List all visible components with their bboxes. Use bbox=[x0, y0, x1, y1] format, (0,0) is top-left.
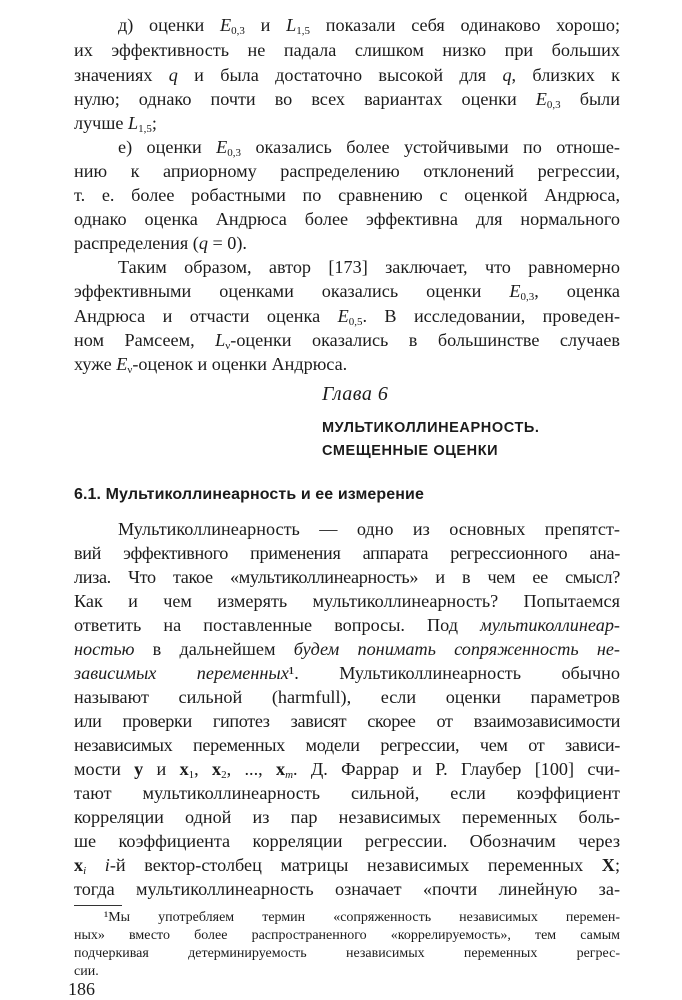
text-line: нию к априорному распределению отклонений регрессии, bbox=[74, 161, 620, 181]
text-line: Как и чем измерять мультиколлинеарность? Попытаемся bbox=[74, 591, 620, 611]
footnote-rule bbox=[74, 905, 122, 906]
text-line: их эффективность не падала слишком низко при больших bbox=[74, 40, 620, 60]
text-line: вий эффективного применения аппарата регрессионного ана- bbox=[74, 543, 620, 563]
text-line: хуже $E_\nu$-оценок и оценки Андрюса. bbox=[74, 354, 348, 376]
footnote-line: сии. bbox=[74, 964, 99, 979]
text-line: мости y и $x_1$, $x_2$, ..., $x_m$. Д. Фаррар и Р. Глаубер [100] счи- bbox=[74, 759, 621, 781]
text-line: ном Рамсеем, $L_\nu$-оценки оказались в большинстве случаев bbox=[74, 330, 621, 352]
text-line: Таким образом, автор [173] заключает, что равномерно bbox=[118, 257, 620, 277]
text-line: лиза. Что такое «мультиколлинеарность» и в чем ее смысл? bbox=[74, 567, 620, 587]
text-line: независимых переменных модели регрессии, чем от зависи- bbox=[74, 735, 620, 755]
text-line: тогда мультиколлинеарность означает «почти линейную за- bbox=[74, 879, 620, 899]
text-line: $x_i$ i-й вектор-столбец матрицы независимых переменных X; bbox=[74, 855, 620, 877]
text-line: тают мультиколлинеарность сильной, если коэффициент bbox=[74, 783, 620, 803]
text-line: распределения (q = 0). bbox=[74, 233, 247, 253]
text-line: или проверки гипотез зависят скорее от взаимозависимости bbox=[74, 711, 620, 731]
text-line: называют сильной (harmfull), если оценки параметров bbox=[74, 687, 620, 707]
text-line: зависимых переменных¹. Мультиколлинеарность обычно bbox=[74, 663, 620, 683]
text-line: Андрюса и отчасти оценка $E_{0,5}$. В исследовании, проведен- bbox=[74, 306, 620, 328]
text-line: д) оценки $E_{0,3}$ и $L_{1,5}$ показали себя одинаково хорошо; bbox=[118, 15, 621, 37]
footnote-line: ных» вместо более распространенного «коррелируемость», тем самым bbox=[74, 928, 620, 943]
text-line: нулю; однако почти во всех вариантах оценки $E_{0,3}$ были bbox=[74, 89, 620, 111]
text-line: е) оценки $E_{0,3}$ оказались более устойчивыми по отноше- bbox=[118, 137, 620, 159]
text-line: ностью в дальнейшем будем понимать сопряженность не- bbox=[74, 639, 620, 659]
text-line: ответить на поставленные вопросы. Под мультиколлинеар- bbox=[74, 615, 620, 635]
text-line: ше коэффициента корреляции регрессии. Обозначим через bbox=[74, 831, 620, 851]
text-line: корреляции одной из пар независимых переменных боль- bbox=[74, 807, 620, 827]
text-line: лучше $L_{1,5}$; bbox=[74, 113, 157, 135]
text-line: эффективными оценками оказались оценки $E_{0,3}$, оценка bbox=[74, 281, 620, 303]
text-line: т. е. более робастными по сравнению с оценкой Андрюса, bbox=[74, 185, 620, 205]
chapter-label: Глава 6 bbox=[322, 383, 389, 405]
footnote-line: подчеркивая детерминируемость независимых переменных регрес- bbox=[74, 946, 620, 961]
text-line: однако оценка Андрюса более эффективна для нормального bbox=[74, 209, 620, 229]
text-line: Мультиколлинеарность — одно из основных препятст- bbox=[118, 519, 620, 539]
footnote-line: ¹Мы употребляем термин «сопряженность независимых перемен- bbox=[104, 910, 620, 925]
text-line: значениях q и была достаточно высокой для q, близких к bbox=[74, 65, 620, 85]
chapter-title: МУЛЬТИКОЛЛИНЕАРНОСТЬ. bbox=[322, 420, 540, 436]
page-number: 186 bbox=[68, 979, 95, 999]
section-heading: 6.1. Мультиколлинеарность и ее измерение bbox=[74, 486, 424, 503]
chapter-title: СМЕЩЕННЫЕ ОЦЕНКИ bbox=[322, 443, 499, 459]
